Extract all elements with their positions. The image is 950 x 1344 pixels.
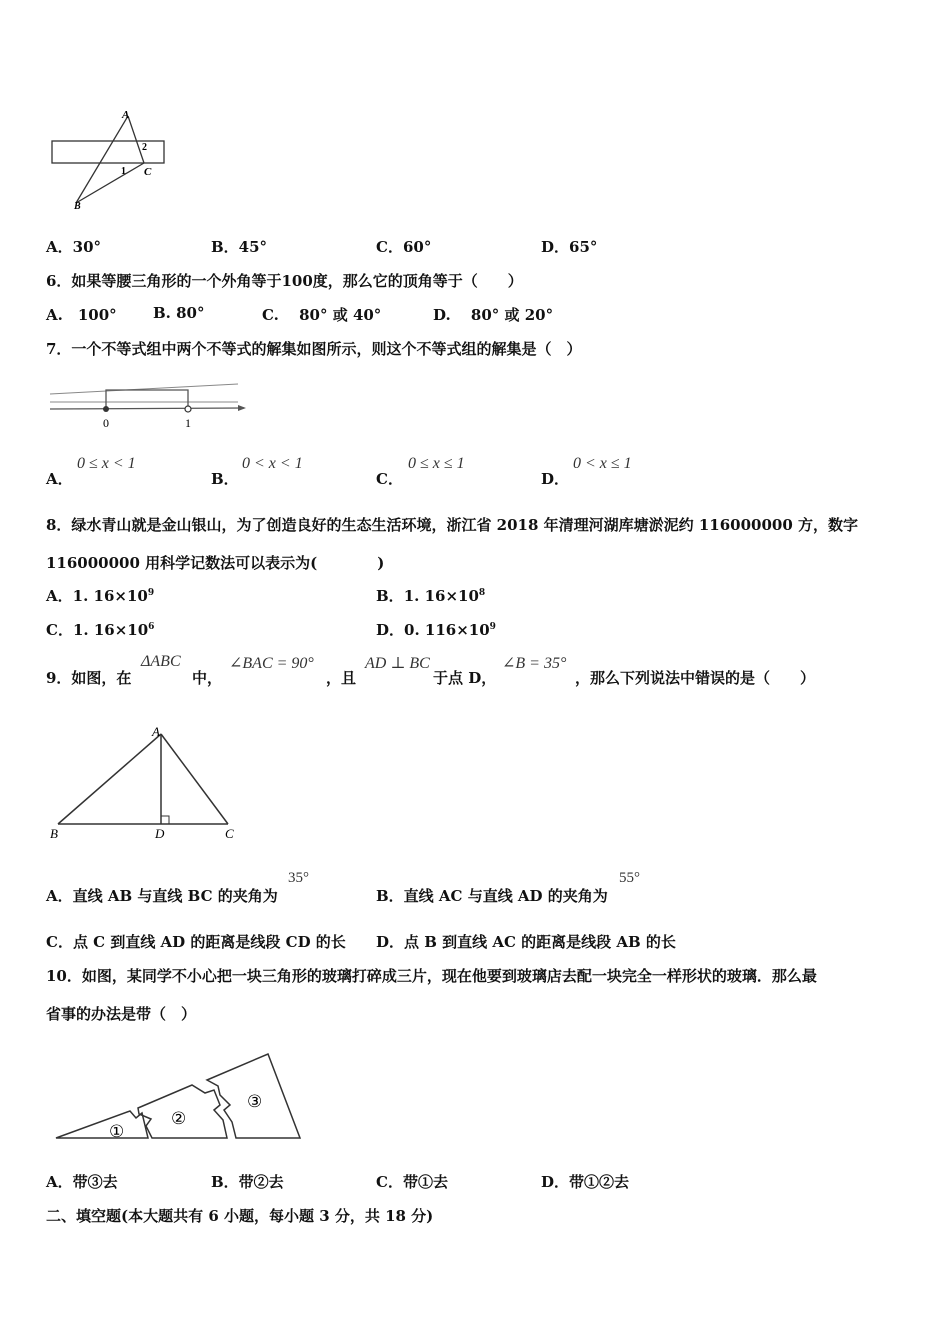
q10-option-c: C．带①去 (376, 1173, 448, 1191)
q5-figure (48, 108, 178, 213)
q8-option-c-letter: C． (46, 621, 73, 639)
q10-piece-1 (56, 1111, 148, 1138)
q9-math-angle-bac: ∠BAC = 90° (229, 655, 314, 672)
q5-option-b: B．45° (211, 238, 268, 256)
q9-label-d: D (155, 826, 165, 841)
q7-tick-0: 0 (103, 416, 109, 430)
q7-option-d-math: 0 < x ≤ 1 (573, 455, 632, 472)
q8-question-line1: 8．绿水青山就是金山银山，为了创造良好的生态生活环境，浙江省 2018 年清理河湖库塘淤泥约 116000000 方，数字 (46, 516, 859, 534)
q8-option-a-exp: 9 (147, 588, 155, 598)
q10-option-b: B．带②去 (211, 1173, 284, 1191)
q9-math-perpendicular: AD ⊥ BC (365, 655, 430, 672)
q9-label-c: C (225, 826, 234, 841)
q8-question-line2: 116000000 用科学记数法可以表示为( ) (46, 554, 385, 572)
q8-option-b-exp: 8 (478, 588, 486, 598)
q5-label-2: 2 (142, 142, 147, 153)
q7-option-a-letter: A． (46, 470, 73, 488)
q9-option-a-math: 35° (288, 870, 309, 886)
q9-right-angle-mark (161, 816, 169, 824)
section2-title: 二、填空题(本大题共有 6 小题，每小题 3 分，共 18 分) (46, 1207, 434, 1225)
q8-option-d (376, 619, 496, 640)
q7-option-b-math: 0 < x < 1 (242, 455, 303, 472)
q7-bracket (106, 390, 188, 409)
q8-option-b-base: 1. 16×10 (403, 587, 479, 605)
q7-option-c-math: 0 ≤ x ≤ 1 (408, 455, 465, 472)
q5-option-c: C．60° (376, 238, 432, 256)
q10-broken-glass-figure (52, 1050, 304, 1145)
q6-option-a: A. 100° (46, 306, 117, 324)
q8-option-c (46, 619, 154, 640)
q7-number-line-figure (48, 380, 248, 432)
q10-label-piece-1: ① (109, 1122, 125, 1141)
q5-label-a: A (122, 109, 130, 121)
q10-question-line2: 省事的办法是带（ ） (46, 1005, 197, 1023)
q8-option-d-exp: 9 (489, 622, 496, 632)
q7-number-line (50, 408, 244, 409)
q9-triangle-figure (48, 722, 243, 844)
q6-option-d: D. 80° 或 20° (433, 306, 554, 324)
q9-suffix: ，那么下列说法中错误的是（ ） (575, 669, 816, 687)
q8-option-a-base: 1. 16×10 (72, 587, 148, 605)
q9-label-b: B (50, 826, 58, 841)
q7-option-c-letter: C． (376, 470, 403, 488)
q9-math-triangle: ΔABC (141, 653, 181, 670)
q9-option-b-math: 55° (619, 870, 640, 886)
q8-option-d-base: 0. 116×10 (404, 621, 490, 639)
q9-option-c: C．点 C 到直线 AD 的距离是线段 CD 的长 (46, 933, 346, 951)
q9-mid1: 中， (192, 669, 223, 687)
q9-mid3: 于点 D， (433, 669, 497, 687)
q6-question: 6．如果等腰三角形的一个外角等于100度，那么它的顶角等于（ ） (46, 272, 523, 290)
q10-label-piece-2: ② (171, 1109, 187, 1128)
q9-prefix: 9．如图，在 (46, 669, 132, 687)
q8-option-d-letter: D． (376, 621, 405, 639)
q5-label-c: C (144, 166, 152, 178)
q6-option-c: C. 80° 或 40° (262, 306, 382, 324)
q7-upper-guide (50, 384, 238, 394)
q7-option-b-letter: B． (211, 470, 239, 488)
q9-label-a: A (152, 724, 160, 739)
q7-option-a-math: 0 ≤ x < 1 (77, 455, 136, 472)
q7-point-1 (185, 406, 191, 412)
q5-label-b: B (74, 201, 81, 212)
q7-arrowhead (238, 405, 246, 411)
q5-label-1: 1 (121, 166, 126, 177)
q8-option-c-base: 1. 16×10 (72, 621, 149, 639)
q9-math-angle-b: ∠B = 35° (502, 655, 567, 672)
q9-option-b: B．直线 AC 与直线 AD 的夹角为 (376, 887, 608, 905)
q8-option-c-exp: 6 (148, 622, 155, 632)
q7-point-0 (103, 406, 109, 412)
q5-line-ac (128, 116, 144, 163)
q8-option-b-letter: B． (376, 587, 404, 605)
q5-line-ab (76, 116, 128, 203)
q5-option-d: D．65° (541, 238, 598, 256)
q9-option-a: A．直线 AB 与直线 BC 的夹角为 (46, 887, 278, 905)
q7-option-d-letter: D． (541, 470, 570, 488)
q10-option-d: D．带①②去 (541, 1173, 630, 1191)
q10-option-a: A．带③去 (46, 1173, 118, 1191)
q6-option-b: B. 80° (153, 304, 205, 322)
q5-rectangle-strip (52, 141, 164, 163)
q5-option-a: A．30° (46, 238, 102, 256)
q8-option-a (46, 585, 154, 606)
q7-tick-1: 1 (185, 416, 191, 430)
q9-mid2: ，且 (326, 669, 357, 687)
q9-side-ac (161, 734, 228, 824)
q5-line-bc (76, 163, 144, 203)
q10-label-piece-3: ③ (247, 1092, 263, 1111)
q9-option-d: D．点 B 到直线 AC 的距离是线段 AB 的长 (376, 933, 676, 951)
q7-question: 7．一个不等式组中两个不等式的解集如图所示，则这个不等式组的解集是（ ） (46, 340, 582, 358)
q8-option-b (376, 585, 485, 606)
q10-question-line1: 10．如图，某同学不小心把一块三角形的玻璃打碎成三片，现在他要到玻璃店去配一块完全一样形状的玻璃．那么最 (46, 967, 817, 985)
q9-side-ab (58, 734, 161, 824)
q8-option-a-letter: A． (46, 587, 73, 605)
